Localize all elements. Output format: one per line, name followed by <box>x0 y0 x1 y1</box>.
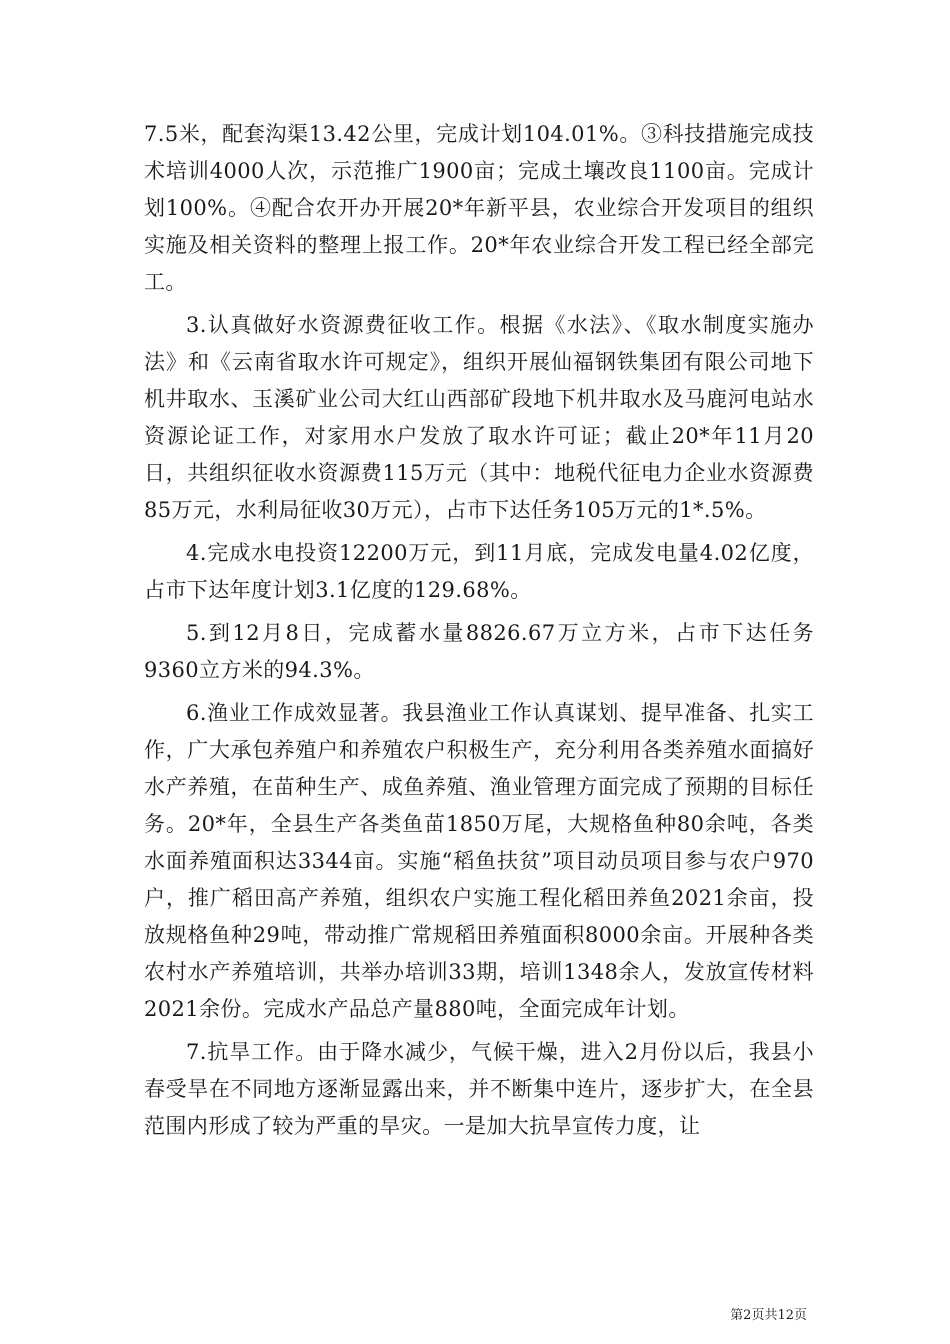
paragraph-water-resource-fee: 3.认真做好水资源费征收工作。根据《水法》、《取水制度实施办法》和《云南省取水许可规定》，组织开展仙福钢铁集团有限公司地下机井取水、玉溪矿业公司大红山西部矿段地下机井取水及马鹿河电站水资源论证工作，对家用水户发放了取水许可证；截止20*年11月20日，共组织征收水资源费115万元（其中：地税代征电力企业水资源费85万元，水利局征收30万元），占市下达任务105万元的1*.5%。 <box>144 313 814 522</box>
document-body <box>144 116 814 1151</box>
paragraph-hydropower-investment: 4.完成水电投资12200万元，到11月底，完成发电量4.02亿度，占市下达年度计划3.1亿度的129.68%。 <box>144 541 814 602</box>
paragraph-continuation: 7.5米，配套沟渠13.42公里，完成计划104.01%。③科技措施完成技术培训4000人次，示范推广1900亩；完成土壤改良1100亩。完成计划100%。④配合农开办开展20*年新平县，农业综合开发项目的组织实施及相关资料的整理上报工作。20*年农业综合开发工程已经全部完工。 <box>144 122 814 294</box>
paragraph-fishery-work: 6.渔业工作成效显著。我县渔业工作认真谋划、提早准备、扎实工作，广大承包养殖户和养殖农户积极生产，充分利用各类养殖水面搞好水产养殖，在苗种生产、成鱼养殖、渔业管理方面完成了预期的目标任务。20*年，全县生产各类鱼苗1850万尾，大规格鱼种80余吨，各类水面养殖面积达3344亩。实施“稻鱼扶贫”项目动员项目参与农户970户，推广稻田高产养殖，组织农户实施工程化稻田养鱼2021余亩，投放规格鱼种29吨，带动推广常规稻田养殖面积8000余亩。开展种各类农村水产养殖培训，共举办培训33期，培训1348余人，发放宣传材料2021余份。完成水产品总产量880吨，全面完成年计划。 <box>144 701 814 1021</box>
paragraph-drought-relief: 7.抗旱工作。由于降水减少，气候干燥，进入2月份以后，我县小春受旱在不同地方逐渐显露出来，并不断集中连片，逐步扩大，在全县范围内形成了较为严重的旱灾。一是加大抗旱宣传力度，让 <box>144 1040 814 1138</box>
paragraph-water-storage: 5.到12月8日，完成蓄水量8826.67万立方米，占市下达任务9360立方米的94.3%。 <box>144 621 814 682</box>
page-number: 第2页共12页 <box>730 1308 807 1323</box>
